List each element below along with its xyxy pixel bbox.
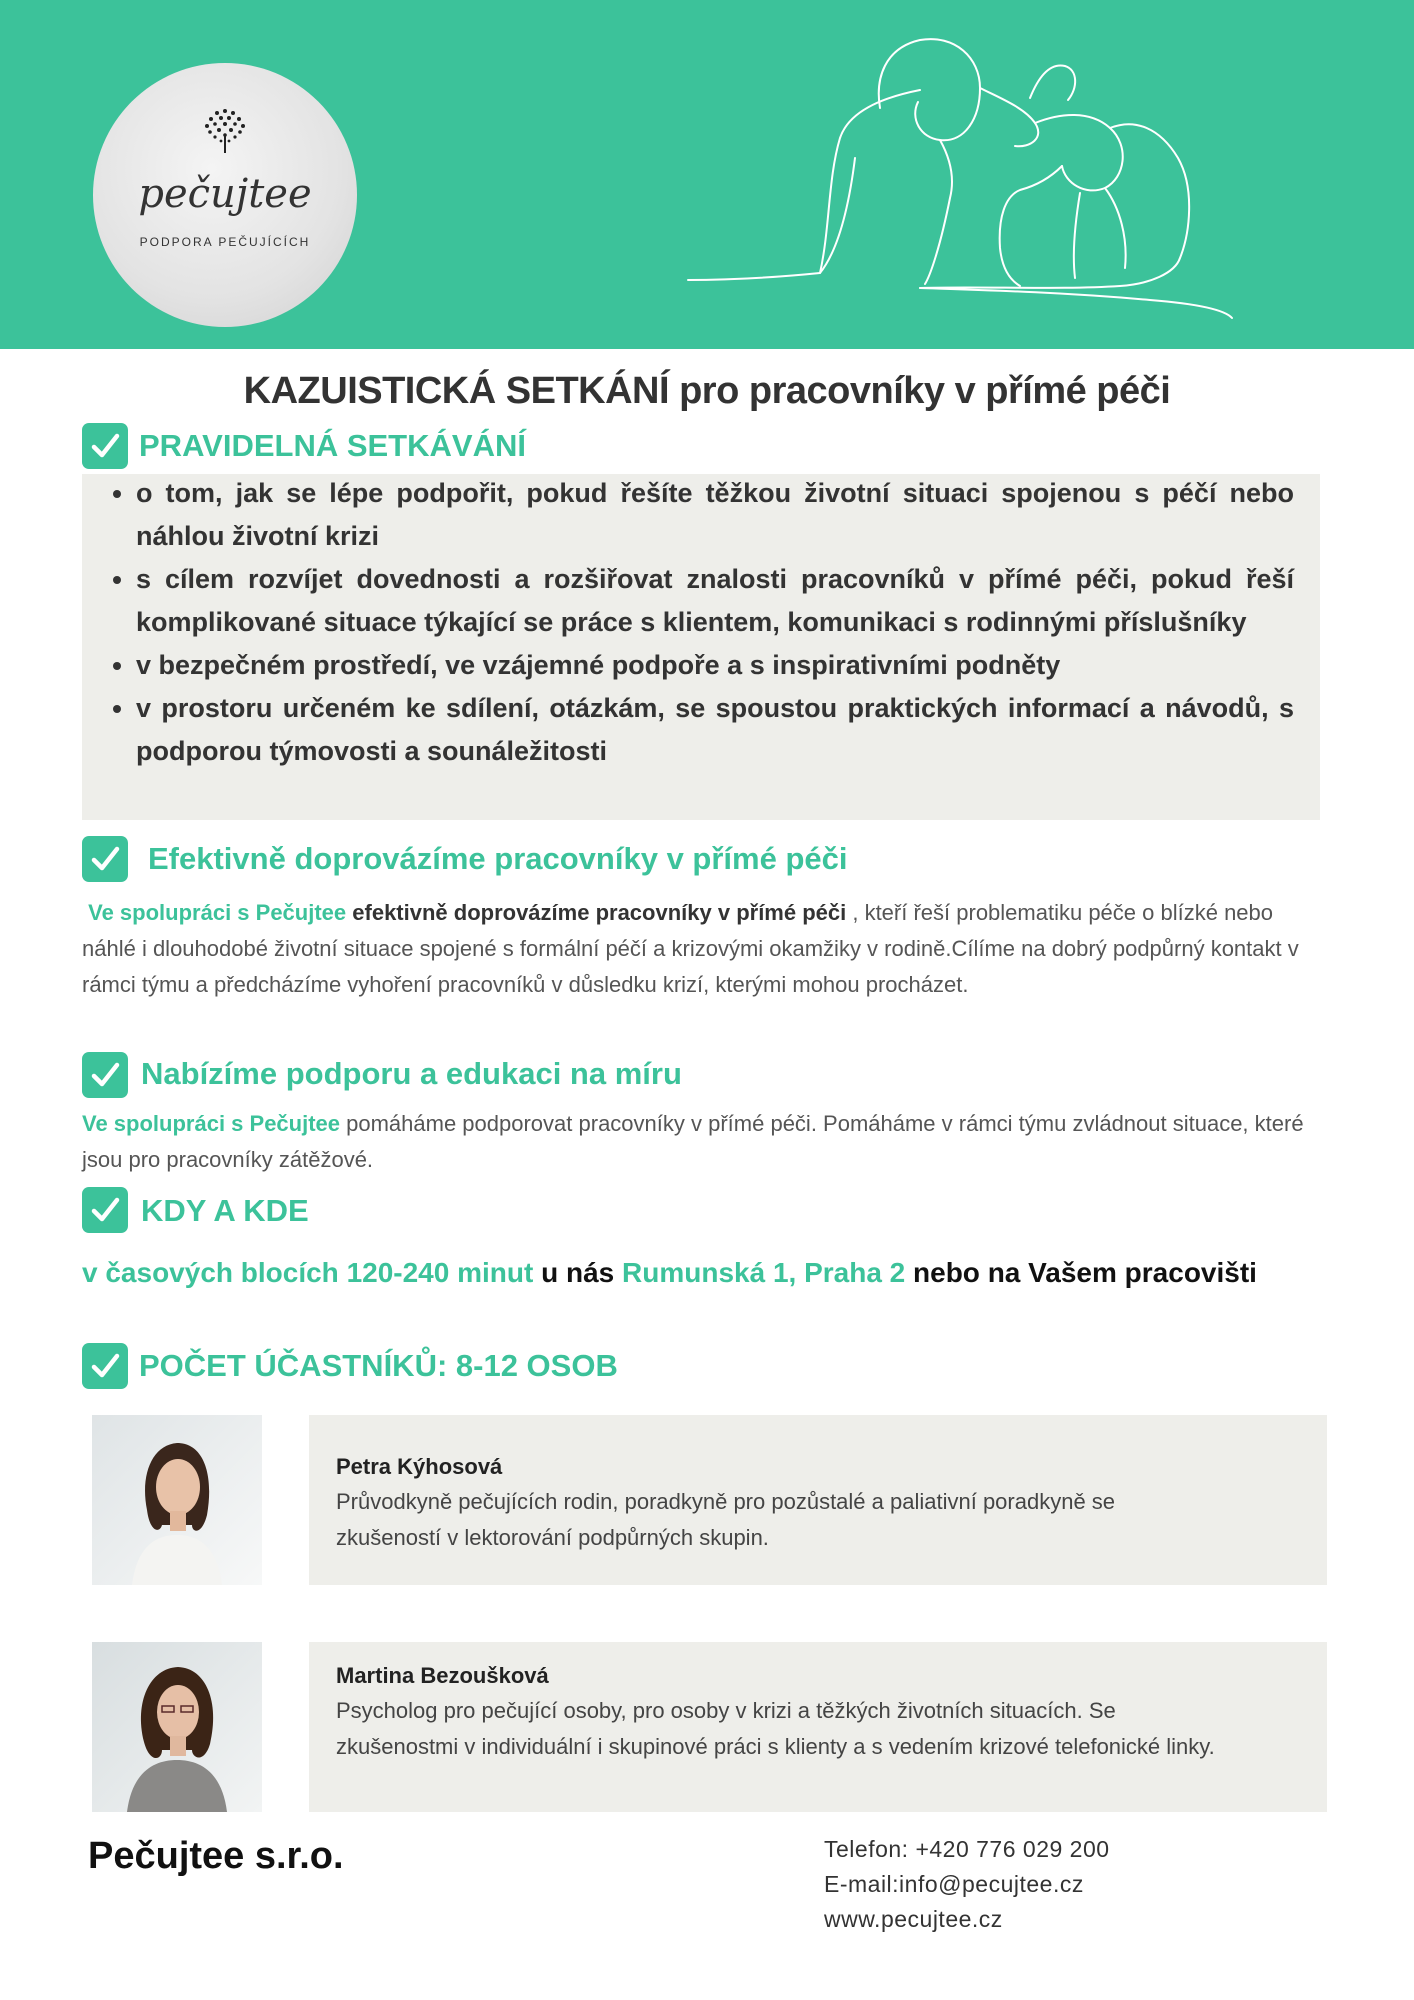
- section-heading-offer: Nabízíme podporu a edukaci na míru: [141, 1056, 682, 1091]
- checkmark-icon: [82, 423, 128, 469]
- logo: [93, 63, 357, 327]
- address: Rumunská 1, Praha 2: [622, 1257, 906, 1288]
- checkmark-icon: [82, 1187, 128, 1233]
- highlight-text: Ve spolupráci s Pečujtee: [82, 1111, 341, 1136]
- list-item: • v bezpečném prostředí, ve vzájemné podpoře a s inspirativními podněty: [136, 644, 1294, 687]
- page-title: KAZUISTICKÁ SETKÁNÍ pro pracovníky v přímé péči: [243, 370, 1171, 412]
- when-connector: u nás: [533, 1257, 623, 1288]
- section-heading-when: KDY A KDE: [141, 1193, 309, 1228]
- body-text: pomáháme podporovat pracovníky v přímé péči. Pomáháme v rámci týmu zvládnout situace, které jsou pro pracovníky zátěžové.: [82, 1111, 1304, 1172]
- checkmark-icon: [82, 836, 128, 882]
- person-description: Psycholog pro pečující osoby, pro osoby v krizi a těžkých životních situacích. Se zkušenostmi v individuální i skupinové práci s klienty a s vedením krizové telefonické linky.: [336, 1698, 1215, 1759]
- person-name: Martina Bezoušková: [336, 1663, 549, 1688]
- caregiver-illustration: [680, 18, 1240, 328]
- company-name: Pečujtee s.r.o.: [88, 1835, 344, 1877]
- when-where-text: [82, 1250, 1262, 1295]
- checkmark-icon: [82, 1052, 128, 1098]
- list-item: • s cílem rozvíjet dovednosti a rozšiřovat znalosti pracovníků v přímé péči, pokud řeší komplikované situace týkající se práce s klientem, komunikaci s rodinnými příslušníky: [136, 558, 1294, 644]
- person-name: Petra Kýhosová: [336, 1454, 503, 1479]
- section-heading-effective: Efektivně doprovázíme pracovníky v přímé péči: [148, 841, 848, 876]
- effective-paragraph: [82, 895, 1332, 1003]
- contact-email[interactable]: E-mail:info@pecujtee.cz: [824, 1871, 1084, 1897]
- contact-phone: Telefon: +420 776 029 200: [824, 1836, 1110, 1862]
- list-item: • o tom, jak se lépe podpořit, pokud řešíte těžkou životní situaci spojenou s péčí nebo náhlou životní krizi: [136, 472, 1294, 558]
- portrait-photo: [92, 1642, 262, 1812]
- logo-wordmark: pečujtee: [138, 171, 312, 217]
- offer-paragraph: [82, 1106, 1332, 1178]
- bullet-list: [96, 472, 1294, 773]
- contact-website[interactable]: www.pecujtee.cz: [824, 1906, 1003, 1932]
- header-banner: [0, 0, 1414, 349]
- highlight-text: Ve spolupráci s Pečujtee: [88, 900, 347, 925]
- bold-text: efektivně doprovázíme pracovníky v přímé péči: [352, 900, 847, 925]
- time-blocks: v časových blocích 120-240 minut: [82, 1257, 534, 1288]
- body-text: , kteří řeší problematiku péče o blízké nebo náhlé i dlouhodobé životní situace spojené s formální péčí a krizovými okamžiky v rodině.Cílíme na dobrý podpůrný kontakt v rámci týmu a předcházíme vyhoření pracovníků v důsledku krizí, kterými mohou procházet.: [82, 900, 1299, 997]
- when-alternative: nebo na Vašem pracovišti: [905, 1257, 1257, 1288]
- section-heading-regular: PRAVIDELNÁ SETKÁVÁNÍ: [139, 428, 526, 463]
- section-heading-count: POČET ÚČASTNÍKŮ: 8-12 OSOB: [139, 1348, 618, 1383]
- tree-icon: [195, 99, 255, 159]
- checkmark-icon: [82, 1343, 128, 1389]
- list-item: • v prostoru určeném ke sdílení, otázkám, se spoustou praktických informací a návodů, s podporou týmovosti a sounáležitosti: [136, 687, 1294, 773]
- portrait-photo: [92, 1415, 262, 1585]
- person-description: Průvodkyně pečujících rodin, poradkyně pro pozůstalé a paliativní poradkyně se zkušeností v lektorování podpůrných skupin.: [336, 1489, 1116, 1550]
- logo-tagline: PODPORA PEČUJÍCÍCH: [139, 235, 311, 249]
